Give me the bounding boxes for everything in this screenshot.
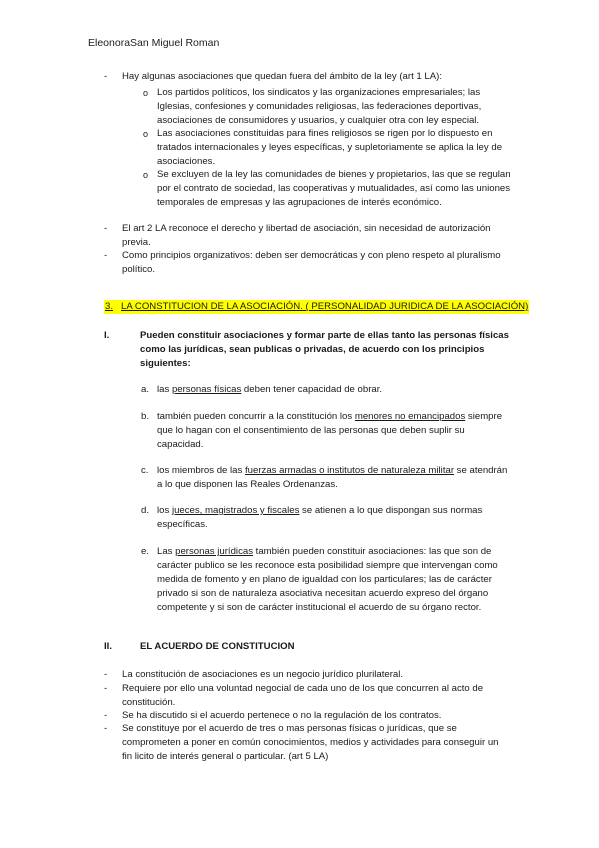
acuerdo-point-3: Se ha discutido si el acuerdo pertenece o no la regulación de los contratos.	[122, 710, 442, 721]
dash-bullet: -	[104, 710, 108, 721]
acuerdo-point-4: Se constituye por el acuerdo de tres o mas personas físicas o jurídicas, que se comprometen a poner en común conocimientos, medios y actividades para conseguir un fin licito de interés general o particular. (art 5 LA)	[122, 723, 499, 762]
point-art2: El art 2 LA reconoce el derecho y libertad de asociación, sin necesidad de autorización previa.	[122, 223, 491, 248]
dash-bullet: -	[104, 683, 108, 694]
item-letter: a.	[141, 384, 150, 395]
part-1-heading: Pueden constituir asociaciones y formar parte de ellas tanto las personas físicas como las jurídicas, sean publicas o privadas, de acuerdo con los principios siguientes:	[140, 330, 509, 369]
item-c: los miembros de las fuerzas armadas o institutos de naturaleza militar se atendrán a lo que disponen las Reales Ordenanzas.	[157, 465, 508, 490]
sub-bullet: o	[143, 88, 149, 98]
item-e: Las personas jurídicas también pueden constituir asociaciones: las que son de carácter publico se les reconoce esta posibilidad siempre que intervengan como medida de fomento y en plano de igualdad con los particulares; las de carácter privado si son de naturaleza asociativa necesitan acuerdo expreso del órgano competente y si son de carácter institucional el acuerdo de su órgano rector.	[157, 546, 498, 613]
dash-bullet: -	[104, 223, 108, 234]
point-principles: Como principios organizativos: deben ser democráticas y con pleno respeto al pluralismo político.	[122, 250, 501, 275]
item-a: las personas físicas deben tener capacidad de obrar.	[157, 384, 383, 395]
part-2-numeral: II.	[104, 641, 112, 652]
item-letter: e.	[141, 546, 150, 557]
dash-bullet: -	[104, 71, 108, 82]
dash-bullet: -	[104, 250, 108, 261]
sub-item-3: Se excluyen de la ley las comunidades de bienes y propietarios, las que se regulan por el contrato de sociedad, las cooperativas y mutualidades, así como las uniones temporales de empresas y las agrupaciones de interés económico.	[157, 169, 511, 208]
section-number: 3.	[105, 301, 114, 312]
item-d: los jueces, magistrados y fiscales se atienen a lo que dispongan sus normas específicas.	[157, 505, 483, 530]
item-letter: c.	[141, 465, 149, 476]
item-letter: d.	[141, 505, 150, 516]
section-title: LA CONSTITUCION DE LA ASOCIACIÓN. ( PERSONALIDAD JURIDICA DE LA ASOCIACIÓN)	[121, 301, 529, 312]
sub-bullet: o	[143, 129, 149, 139]
sub-item-1: Los partidos políticos, los sindicatos y las organizaciones empresariales; las Iglesias, confesiones y comunidades religiosas, las federaciones deportivas, asociaciones de consumidores y usuarios, y cualquier otra con ley especial.	[157, 87, 482, 126]
dash-bullet: -	[104, 723, 108, 734]
sub-item-2: Las asociaciones constituidas para fines religiosos se rigen por lo dispuesto en tratados internacionales y leyes específicas, y supletoriamente se aplica la ley de asociaciones.	[157, 128, 503, 167]
sub-bullet: o	[143, 170, 149, 180]
acuerdo-point-1: La constitución de asociaciones es un negocio jurídico plurilateral.	[122, 669, 404, 680]
item-letter: b.	[141, 411, 150, 422]
section-3-heading	[104, 300, 529, 314]
author-header: EleonoraSan Miguel Roman	[88, 37, 220, 49]
part-2-heading: EL ACUERDO DE CONSTITUCION	[140, 641, 295, 652]
dash-bullet: -	[104, 669, 108, 680]
intro-text: Hay algunas asociaciones que quedan fuera del ámbito de la ley (art 1 LA):	[122, 71, 442, 82]
part-1-numeral: I.	[104, 330, 110, 341]
item-b: también pueden concurrir a la constitución los menores no emancipados siempre que lo hagan con el consentimiento de las personas que deben suplir su capacidad.	[157, 411, 503, 450]
acuerdo-point-2: Requiere por ello una voluntad negocial de cada uno de los que concurren al acto de constitución.	[122, 683, 484, 708]
